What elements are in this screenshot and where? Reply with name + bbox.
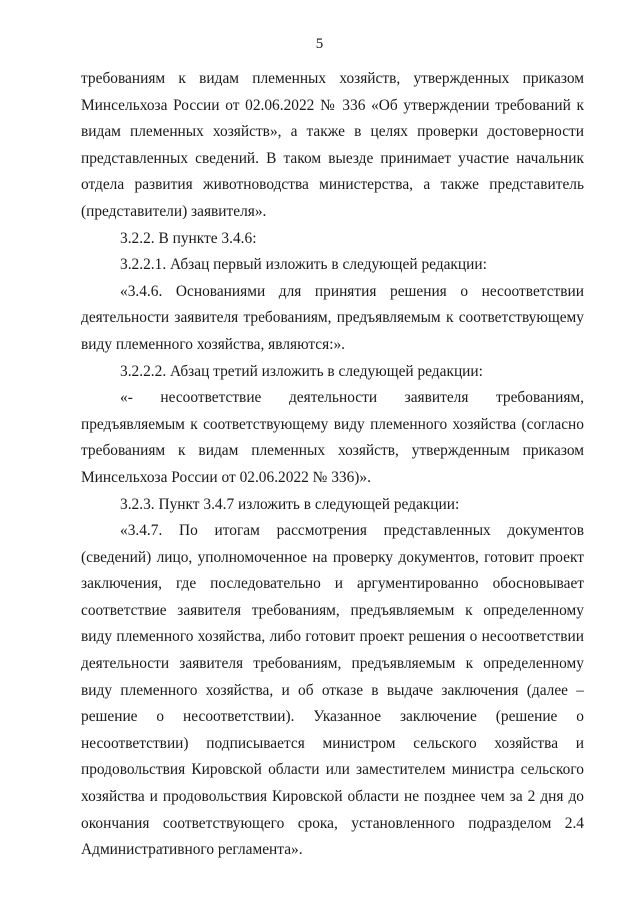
page-number: 5 xyxy=(315,36,324,52)
paragraph-clause-3-2-3: 3.2.3. Пункт 3.4.7 изложить в следующей редакции: xyxy=(120,495,460,513)
paragraph-clause-3-2-2-1: 3.2.2.1. Абзац первый изложить в следующей редакции: xyxy=(120,256,487,274)
paragraph-continuation: требованиям к видам племенных хозяйств, утвержденных приказом Минсельхоза России от 02.06.2022 № 336 «Об утверждении требований к видам племенных хозяйств», а также в целях проверки достоверности представленных сведений. В таком выезде принимает участие начальник отдела развития животноводства министерства, а также представитель (представители) заявителя». xyxy=(81,70,584,220)
paragraph-quoted-item: «- несоответствие деятельности заявителя требованиям, предъявляемым к соответствующему виду племенного хозяйства (согласно требованиям к видам племенных хозяйств, утвержденным приказом Минсельхоза России от 02.06.2022 № 336)». xyxy=(81,389,584,486)
paragraph-quoted-3-4-7: «3.4.7. По итогам рассмотрения представленных документов (сведений) лицо, уполномоченное на проверку документов, готовит проект заключения, где последовательно и аргументированно обосновывает соответствие заявителя требованиям, предъявляемым к определенному виду племенного хозяйства, либо готовит проект решения о несоответствии деятельности заявителя требованиям, предъявляемым к определенному виду племенного хозяйства, и об отказе в выдаче заключения (далее – решение о несоответствии). Указанное заключение (решение о несоответствии) подписывается министром сельского хозяйства и продовольствия Кировской области или заместителем министра сельского хозяйства и продовольствия Кировской области не позднее чем за 2 дня до окончания соответствующего срока, установленного подразделом 2.4 Административного регламента». xyxy=(81,522,584,859)
paragraph-clause-3-2-2: 3.2.2. В пункте 3.4.6: xyxy=(120,229,257,247)
paragraph-clause-3-2-2-2: 3.2.2.2. Абзац третий изложить в следующей редакции: xyxy=(120,362,483,380)
document-body xyxy=(81,66,584,864)
paragraph-quoted-3-4-6: «3.4.6. Основаниями для принятия решения о несоответствии деятельности заявителя требованиям, предъявляемым к соответствующему виду племенного хозяйства, являются:». xyxy=(81,282,584,353)
